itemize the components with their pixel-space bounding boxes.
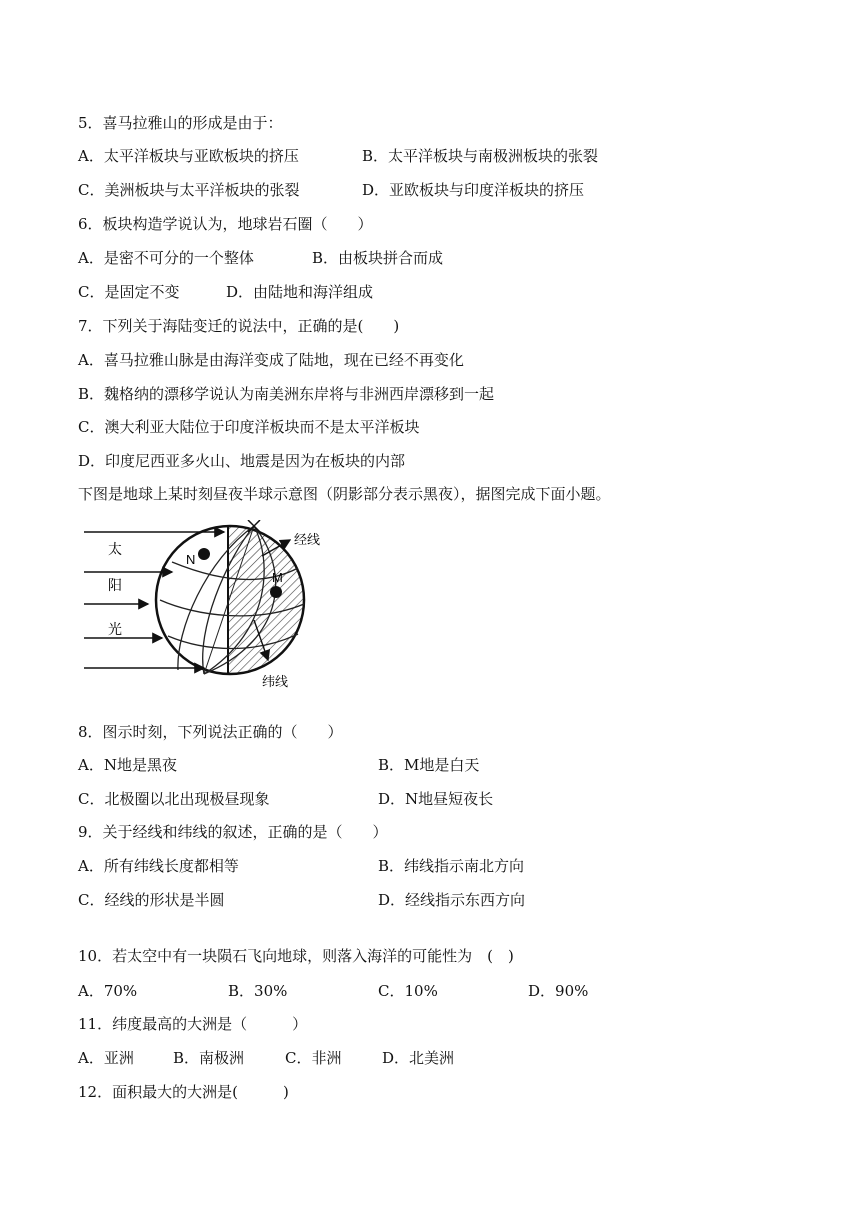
q7-option-d: D．印度尼西亚多火山、地震是因为在板块的内部	[78, 452, 406, 470]
meridian-label: 经线	[294, 533, 321, 548]
figure-intro: 下图是地球上某时刻昼夜半球示意图（阴影部分表示黑夜），据图完成下面小题。	[78, 485, 611, 503]
sun-label-3: 光	[108, 622, 122, 638]
q8-option-a: A．N地是黑夜	[78, 756, 177, 774]
q9-option-a: A．所有纬线长度都相等	[78, 857, 239, 875]
q10-option-a: A．70%	[78, 982, 138, 1000]
q7-option-b: B．魏格纳的漂移学说认为南美洲东岸将与非洲西岸漂移到一起	[78, 385, 495, 403]
q6-stem: 6．板块构造学说认为，地球岩石圈（ ）	[78, 215, 373, 233]
sun-label-1: 太	[108, 542, 122, 558]
q5-option-b: B．太平洋板块与南极洲板块的张裂	[362, 147, 599, 165]
q9-option-c: C．经线的形状是半圆	[78, 891, 225, 909]
q8-option-b: B．M地是白天	[378, 756, 480, 774]
q8-option-d: D．N地昼短夜长	[378, 790, 494, 808]
q5-option-d: D．亚欧板块与印度洋板块的挤压	[362, 181, 585, 199]
q7-option-a: A．喜马拉雅山脉是由海洋变成了陆地，现在已经不再变化	[78, 351, 464, 369]
q8-stem: 8．图示时刻，下列说法正确的（ ）	[78, 723, 343, 741]
q9-option-d: D．经线指示东西方向	[378, 891, 526, 909]
q6-option-b: B．由板块拼合而成	[312, 249, 444, 267]
q5-option-a: A．太平洋板块与亚欧板块的挤压	[78, 147, 299, 165]
q12-stem: 12．面积最大的大洲是( )	[78, 1083, 289, 1101]
q10-option-d: D．90%	[528, 982, 589, 1000]
q5-option-c: C．美洲板块与太平洋板块的张裂	[78, 181, 300, 199]
day-night-hemisphere-diagram	[76, 520, 346, 692]
point-m-label: M	[272, 570, 283, 585]
q9-option-b: B．纬线指示南北方向	[378, 857, 525, 875]
q10-option-c: C．10%	[378, 982, 438, 1000]
sun-label-2: 阳	[108, 578, 122, 594]
q11-option-c: C．非洲	[285, 1049, 342, 1067]
q10-option-b: B．30%	[228, 982, 288, 1000]
q8-option-c: C．北极圈以北出现极昼现象	[78, 790, 270, 808]
q7-option-c: C．澳大利亚大陆位于印度洋板块而不是太平洋板块	[78, 418, 420, 436]
parallel-label: 纬线	[262, 675, 289, 690]
point-n-dot	[198, 548, 210, 560]
q11-stem: 11．纬度最高的大洲是（ ）	[78, 1015, 308, 1033]
q6-option-a: A．是密不可分的一个整体	[78, 249, 254, 267]
point-n-label: N	[186, 552, 196, 567]
q6-option-d: D．由陆地和海洋组成	[226, 283, 374, 301]
q6-option-c: C．是固定不变	[78, 283, 180, 301]
q7-stem: 7．下列关于海陆变迁的说法中，正确的是( )	[78, 317, 400, 335]
q5-stem: 5．喜马拉雅山的形成是由于：	[78, 114, 283, 132]
q11-option-d: D．北美洲	[382, 1049, 455, 1067]
q9-stem: 9．关于经线和纬线的叙述，正确的是（ ）	[78, 823, 388, 841]
point-m-dot	[270, 586, 282, 598]
q11-option-b: B．南极洲	[173, 1049, 245, 1067]
q11-option-a: A．亚洲	[78, 1049, 134, 1067]
q10-stem: 10．若太空中有一块陨石飞向地球，则落入海洋的可能性为 ( )	[78, 947, 514, 965]
